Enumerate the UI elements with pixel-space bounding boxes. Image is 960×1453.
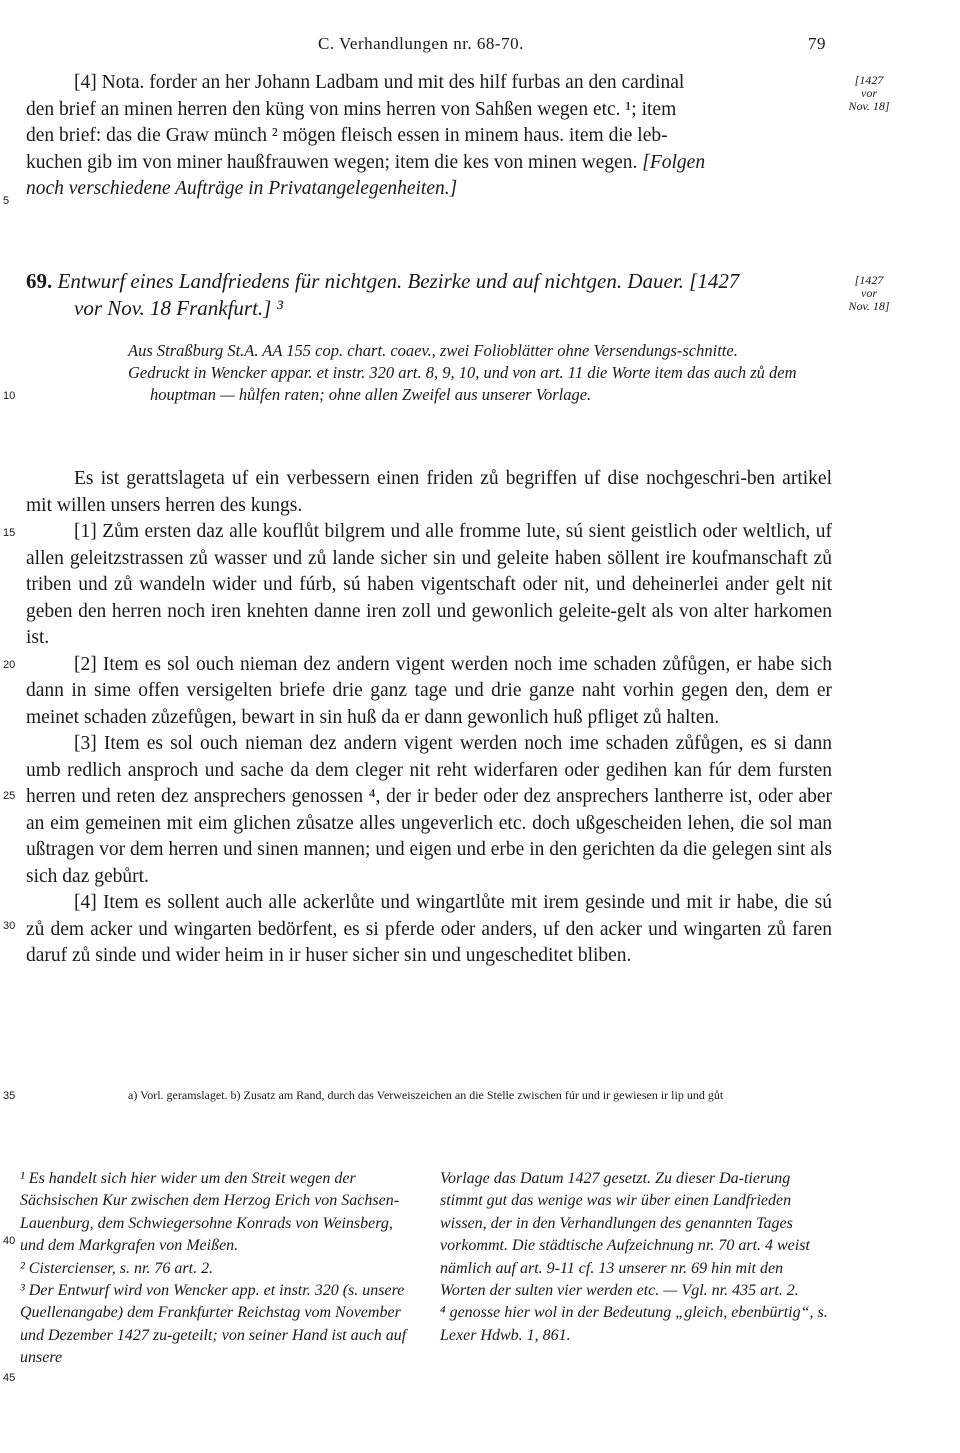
line-number: 10 <box>3 390 16 402</box>
footnotes-right <box>440 1168 832 1347</box>
line-number: 20 <box>3 659 16 671</box>
article-2: [2] Item es sol ouch nieman dez andern vigent werden noch ime schaden zůfůgen, er habe sich dann in sime offen versigelten briefe drie ganz tage und drie ganze naht vorhin gegen den, dem er meinet schaden zůzefůgen, bewart in sin huß da er dann gewonlich huß pfliget zů halten. <box>26 653 832 728</box>
line-number: 25 <box>3 790 16 802</box>
footnotes-left <box>20 1168 412 1370</box>
line-number: 40 <box>3 1235 16 1247</box>
nota-editor-note: noch verschiedene Aufträge in Privatangelegenheiten.] <box>26 178 458 199</box>
section-number: 69. <box>26 269 53 293</box>
source-printed: Gedruckt in Wencker appar. et instr. 320 art. 8, 9, 10, und von art. 11 die Worte item das auch zů dem houptman — hůlfen raten; ohne allen Zweifel aus unserer Vorlage. <box>128 363 797 404</box>
main-text <box>26 466 832 970</box>
source-note <box>128 340 838 406</box>
line-number: 35 <box>3 1090 16 1102</box>
nota-line4: kuchen gib im von miner haußfrauwen wegen; item die kes von minen wegen. <box>26 151 638 173</box>
nota-editor-note-start: [Folgen <box>637 151 706 173</box>
section-date-place: vor Nov. 18 Frankfurt.] ³ <box>74 296 283 320</box>
article-3: [3] Item es sol ouch nieman dez andern vigent werden noch ime schaden zůfůgen, es si dann umb redlich ansproch und sache da dem cleger nit reht widerfaren oder gedihen kan fúr dem fursten herren und reten dez ansprechers genossen ⁴, der ir beder oder dez ansprechers lantherre ist, oder aber an eim gemeinen mit eim glichen zůsatze alles ungeverlich etc. doch ußgescheiden lehen, die sol man ußtragen vor dem herren und sinen mannen; und eigen und erbe in den gerichten da die gelegen sint als sich daz gebůrt. <box>26 733 832 887</box>
line-number: 45 <box>3 1372 16 1384</box>
header-title: C. Verhandlungen nr. 68-70. <box>318 34 524 53</box>
margin-date-1: [1427 vor Nov. 18] <box>848 73 890 113</box>
line-number: 15 <box>3 527 16 539</box>
section-title: Entwurf eines Landfriedens für nichtgen. Bezirke und auf nichtgen. Dauer. [1427 <box>52 269 740 293</box>
intro-paragraph: Es ist gerattslageta uf ein verbessern einen friden zů begriffen uf dise nochgeschri-ben artikel mit willen unsers herren des kungs. <box>26 468 832 516</box>
article-4: [4] Item es sollent auch alle ackerlůte und wingartlůte mit irem gesinde und mit ir habe, die sú zů dem acker und wingarten bedörfent, es si pferde oder anders, uf den acker und wingarten zů faren daruf zů sinde und wider heim in ir huser sicher sin und ungescheditet bliben. <box>26 892 832 966</box>
source-provenance: Aus Straßburg St.A. AA 155 cop. chart. coaev., zwei Folioblätter ohne Versendungs-schnitte. <box>128 341 738 360</box>
nota-line3: den brief: das die Graw münch ² mögen fleisch essen in minem haus. item die leb- <box>26 125 668 146</box>
footnote-2: ² Cistercienser, s. nr. 76 art. 2. <box>20 1259 214 1277</box>
footnote-4: ⁴ genosse hier wol in der Bedeutung „gleich, ebenbürtig“, s. Lexer Hdwb. 1, 861. <box>440 1304 828 1344</box>
footnote-3: ³ Der Entwurf wird von Wencker app. et instr. 320 (s. unsere Quellenangabe) dem Frankfurter Reichstag vom November und Dezember 1427 zu-geteilt; von seiner Hand ist auch auf unsere <box>20 1282 407 1367</box>
line-number: 5 <box>3 195 10 207</box>
nota-line2: den brief an minen herren den küng von mins herren von Sahßen wegen etc. ¹; item <box>26 98 677 120</box>
page-number: 79 <box>808 34 826 53</box>
article-1: [1] Zům ersten daz alle kouflůt bilgrem und alle fromme lute, sú sient geistlich oder weltlich, uf allen geleitzstrassen zů wasser und zů lande sicher sin und geleite haben söllent ire koufmanschaft zů triben und zů wandeln wider und fúrb, sú haben vigentschaft oder nit, und deheinerlei ander gelt nit geben den herren noch iren knehten danne iren zoll und gewonlich geleite-gelt als von alter harkomen ist. <box>26 521 832 648</box>
margin-date-2: [1427 vor Nov. 18] <box>848 273 890 313</box>
nota-label: [4] Nota. <box>74 72 145 93</box>
footnote-3-cont: Vorlage das Datum 1427 gesetzt. Zu dieser Da-tierung stimmt gut das wenige was wir über einen Landfrieden wissen, der in den Verhandlungen des genannten Tages vorkommt. Die städtische Aufzeichnung nr. 70 art. 4 weist nämlich auf art. 9-11 cf. 13 unserer nr. 69 hin mit den Worten der sulten vier werden etc. — Vgl. nr. 435 art. 2. <box>440 1170 810 1300</box>
nota-line1: forder an her Johann Ladbam und mit des hilf furbas an den cardinal <box>144 72 685 93</box>
footnote-1: ¹ Es handelt sich hier wider um den Streit wegen der Sächsischen Kur zwischen dem Herzog Erich von Sachsen-Lauenburg, dem Schwiegersohne Konrads von Weinsberg, und dem Markgrafen von Meißen. <box>20 1170 400 1255</box>
section-69-heading <box>26 268 826 322</box>
textual-notes: a) Vorl. geramslaget. b) Zusatz am Rand, durch das Verweiszeichen an die Stelle zwischen fúr und ir gewiesen ir lip und gůt <box>128 1088 724 1102</box>
line-number: 30 <box>3 920 16 932</box>
nr68-paragraph <box>26 70 832 203</box>
